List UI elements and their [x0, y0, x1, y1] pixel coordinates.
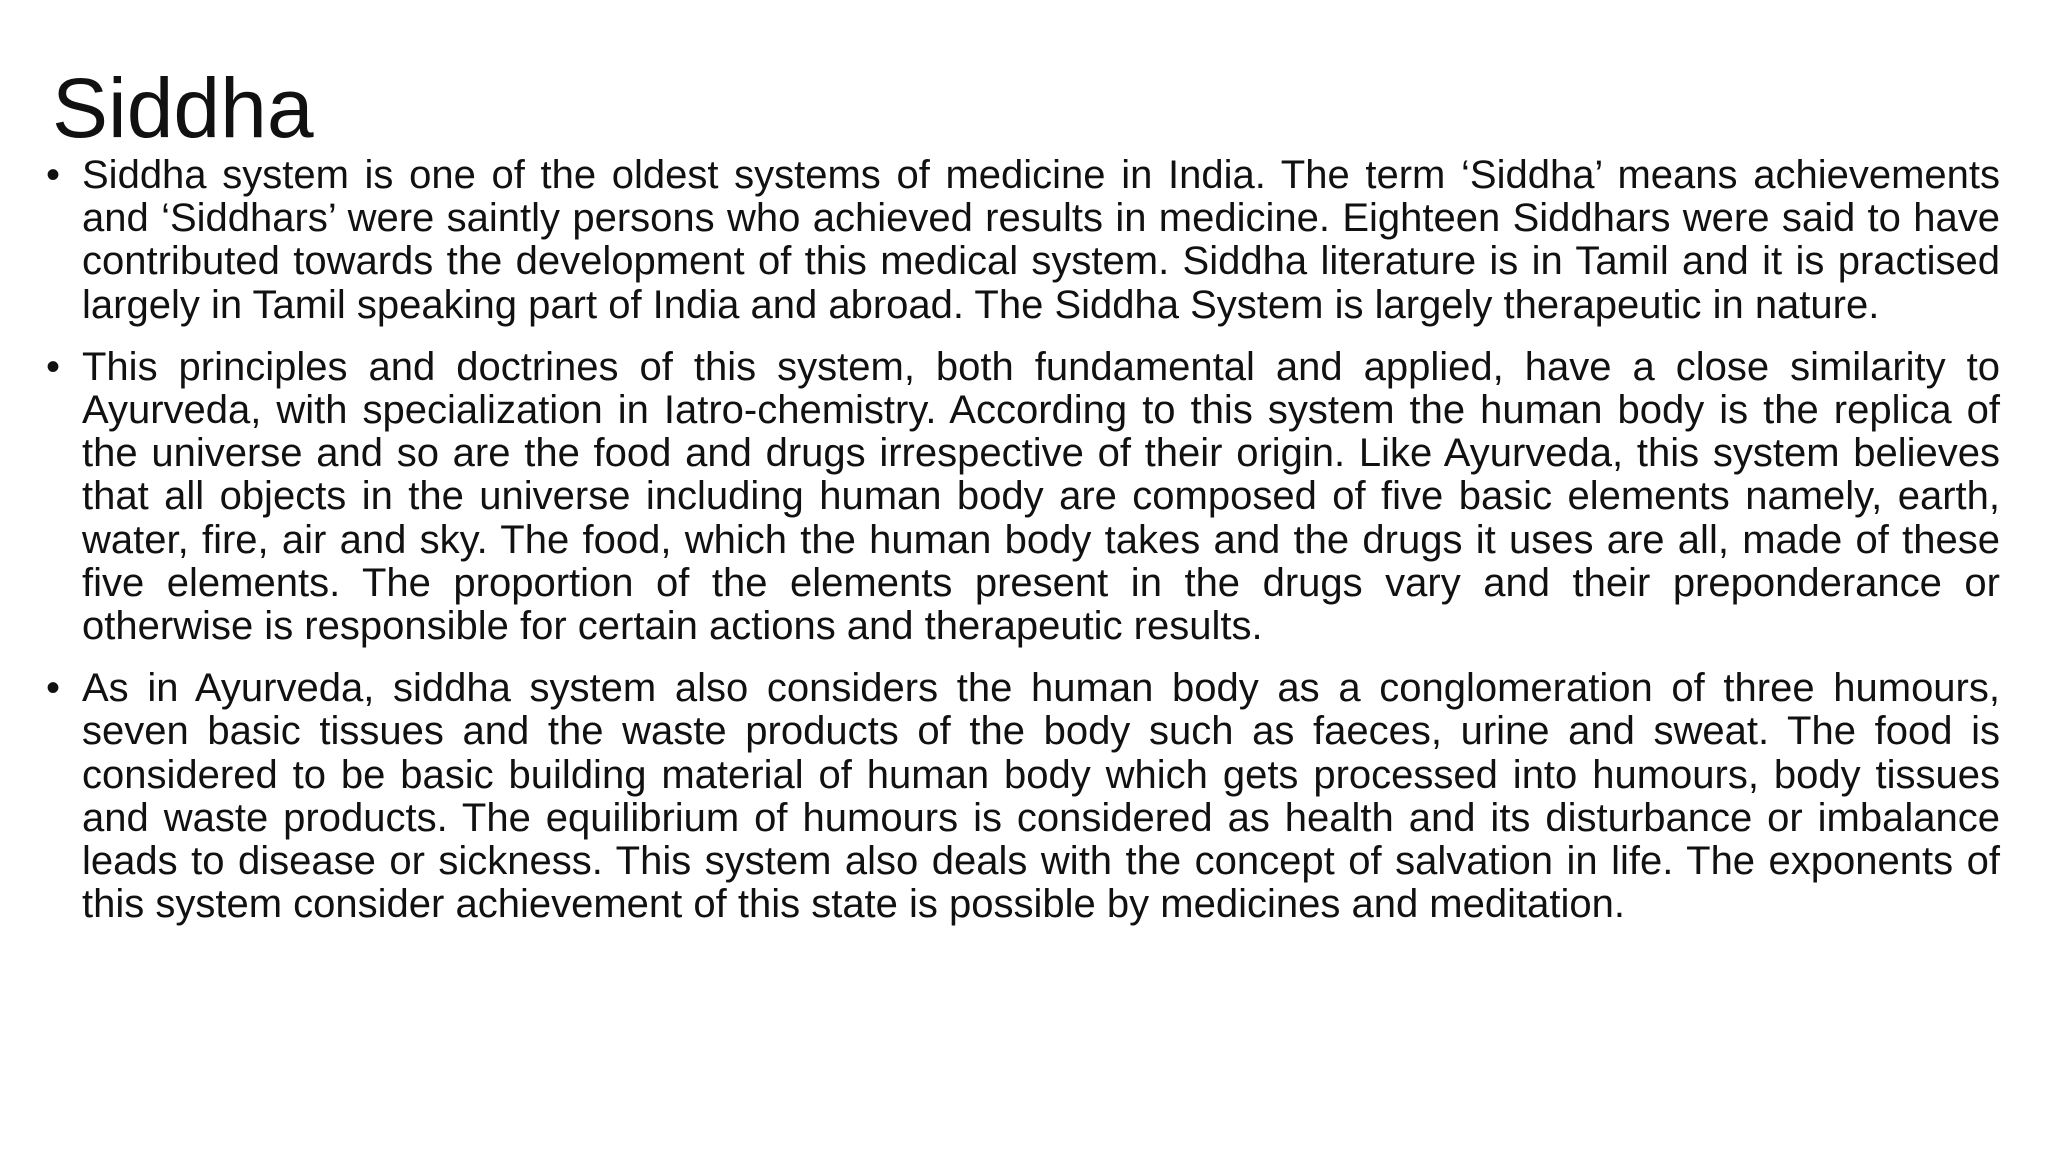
bullet-list	[45, 153, 2000, 945]
bullet-icon: •	[45, 153, 60, 197]
bullet-text: Siddha system is one of the oldest systems of medicine in India. The term ‘Siddha’ means achievements and ‘Siddhars’ were saintly persons who achieved results in medicine. Eighteen Siddhars were said to have contributed towards the development of this medical system. Siddha literature is in Tamil and it is practised largely in Tamil speaking part of India and abroad. The Siddha System is largely therapeutic in nature.	[82, 153, 2000, 327]
bullet-icon: •	[45, 344, 60, 389]
bullet-item	[45, 666, 2000, 927]
bullet-item	[45, 344, 2000, 649]
bullet-text: As in Ayurveda, siddha system also considers the human body as a conglomeration of three humours, seven basic tissues and the waste products of the body such as faeces, urine and sweat. The food is considered to be basic building material of human body which gets processed into humours, body tissues and waste products. The equilibrium of humours is considered as health and its disturbance or imbalance leads to disease or sickness. This system also deals with the concept of salvation in life. The exponents of this system consider achievement of this state is possible by medicines and meditation.	[82, 666, 2000, 927]
bullet-icon: •	[45, 666, 60, 711]
bullet-text: This principles and doctrines of this system, both fundamental and applied, have a close similarity to Ayurveda, with specialization in Iatro-chemistry. According to this system the human body is the replica of the universe and so are the food and drugs irrespective of their origin. Like Ayurveda, this system believes that all objects in the universe including human body are composed of five basic elements namely, earth, water, fire, air and sky. The food, which the human body takes and the drugs it uses are all, made of these five elements. The proportion of the elements present in the drugs vary and their preponderance or otherwise is responsible for certain actions and therapeutic results.	[82, 344, 2000, 649]
slide-title: Siddha	[52, 61, 314, 155]
bullet-item	[45, 153, 2000, 327]
